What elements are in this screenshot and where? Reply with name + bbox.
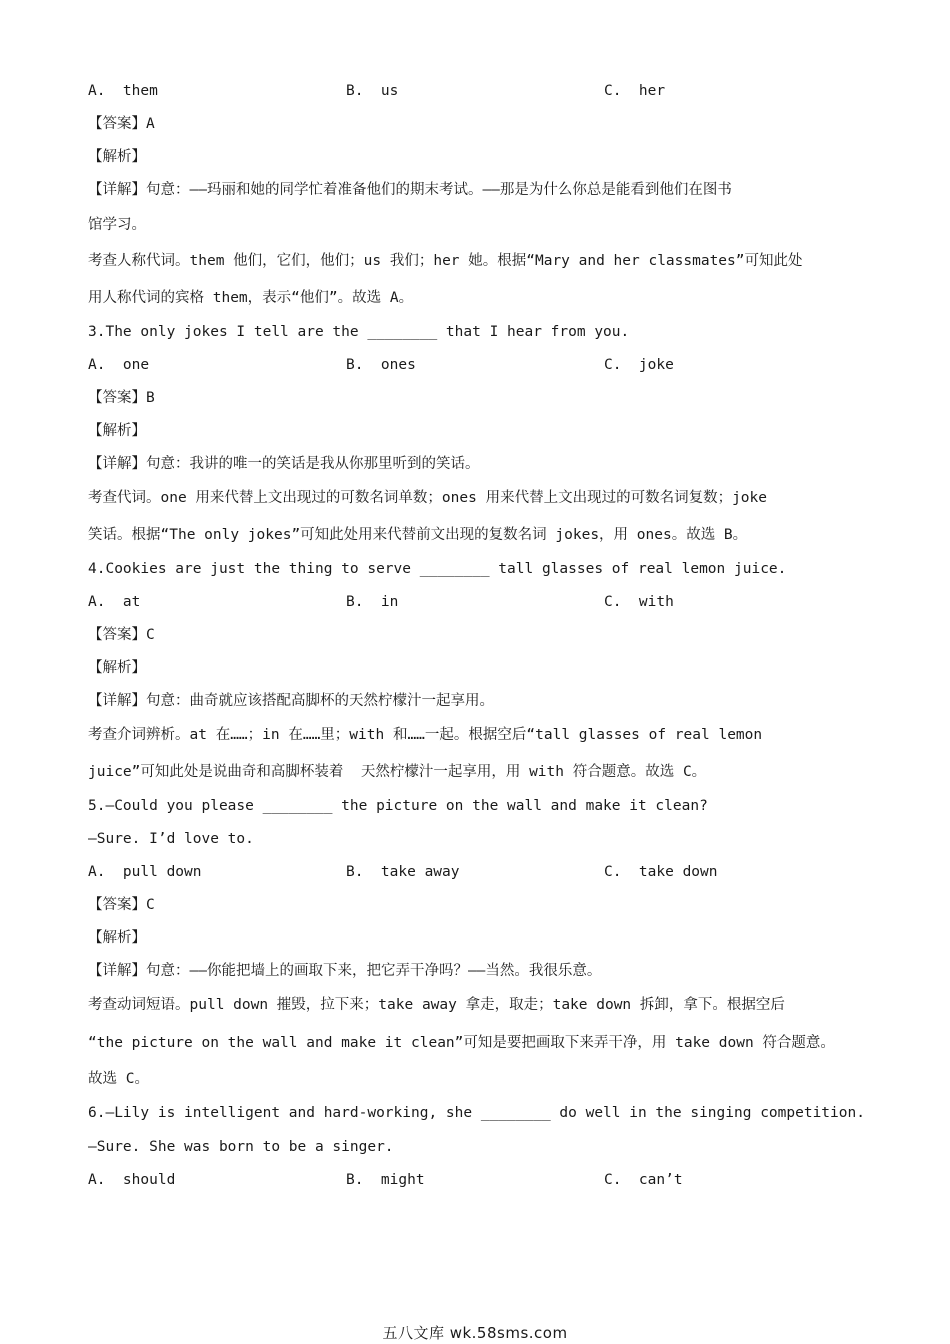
option-a: A. at <box>88 594 141 610</box>
question-text: 5.—Could you please ________ the picture on the wall and make it clean? <box>88 798 708 814</box>
explanation-text: 考查动词短语。pull down 摧毁，拉下来；take away 拿走，取走；take down 拆卸，拿下。根据空后 <box>88 997 785 1013</box>
analysis-label: 【解析】 <box>88 660 146 676</box>
option-b: B. ones <box>346 357 416 373</box>
explanation-text: “the picture on the wall and make it clean”可知是要把画取下来弄干净，用 take down 符合题意。 <box>88 1035 835 1051</box>
question-text: 6.—Lily is intelligent and hard-working, she ________ do well in the singing competition. <box>88 1105 865 1121</box>
question-text: 4.Cookies are just the thing to serve ________ tall glasses of real lemon juice. <box>88 561 787 577</box>
explanation-text: 用人称代词的宾格 them，表示“他们”。故选 A。 <box>88 290 414 306</box>
option-c: C. take down <box>604 864 718 880</box>
question-text: —Sure. She was born to be a singer. <box>88 1139 394 1155</box>
option-c: C. with <box>604 594 674 610</box>
question-text: —Sure. I’d love to. <box>88 831 254 847</box>
option-b: B. take away <box>346 864 460 880</box>
explanation-text: 笑话。根据“The only jokes”可知此处用来代替前文出现的复数名词 jokes，用 ones。故选 B。 <box>88 527 748 543</box>
option-c: C. can’t <box>604 1172 683 1188</box>
footer-watermark: 五八文库 wk.58sms.com <box>382 1324 568 1342</box>
option-c: C. her <box>604 83 666 99</box>
answer-label: 【答案】C <box>88 897 155 913</box>
analysis-label: 【解析】 <box>88 423 146 439</box>
option-a: A. should <box>88 1172 176 1188</box>
answer-label: 【答案】B <box>88 390 155 406</box>
option-c: C. joke <box>604 357 674 373</box>
explanation-text: 故选 C。 <box>88 1071 149 1087</box>
detail-text: 馆学习。 <box>88 217 146 233</box>
option-b: B. might <box>346 1172 425 1188</box>
explanation-text: 考查代词。one 用来代替上文出现过的可数名词单数；ones 用来代替上文出现过的可数名词复数；joke <box>88 490 767 506</box>
analysis-label: 【解析】 <box>88 149 146 165</box>
option-b: B. in <box>346 594 399 610</box>
detail-text: 【详解】句意：——玛丽和她的同学忙着准备他们的期末考试。——那是为什么你总是能看到他们在图书 <box>88 182 732 198</box>
option-a: A. them <box>88 83 158 99</box>
option-a: A. one <box>88 357 150 373</box>
option-a: A. pull down <box>88 864 202 880</box>
option-b: B. us <box>346 83 399 99</box>
detail-text: 【详解】句意：——你能把墙上的画取下来，把它弄干净吗？——当然。我很乐意。 <box>88 963 602 979</box>
question-text: 3.The only jokes I tell are the ________ that I hear from you. <box>88 324 630 340</box>
answer-label: 【答案】C <box>88 627 155 643</box>
explanation-text: 考查介词辨析。at 在……；in 在……里；with 和……一起。根据空后“tall glasses of real lemon <box>88 727 763 743</box>
detail-text: 【详解】句意：我讲的唯一的笑话是我从你那里听到的笑话。 <box>88 456 480 472</box>
analysis-label: 【解析】 <box>88 930 146 946</box>
detail-text: 【详解】句意：曲奇就应该搭配高脚杯的天然柠檬汁一起享用。 <box>88 693 494 709</box>
answer-label: 【答案】A <box>88 116 155 132</box>
explanation-text: 考查人称代词。them 他们，它们，他们；us 我们；her 她。根据“Mary and her classmates”可知此处 <box>88 253 803 269</box>
explanation-text: juice”可知此处是说曲奇和高脚杯装着 天然柠檬汁一起享用，用 with 符合题意。故选 C。 <box>88 764 707 780</box>
